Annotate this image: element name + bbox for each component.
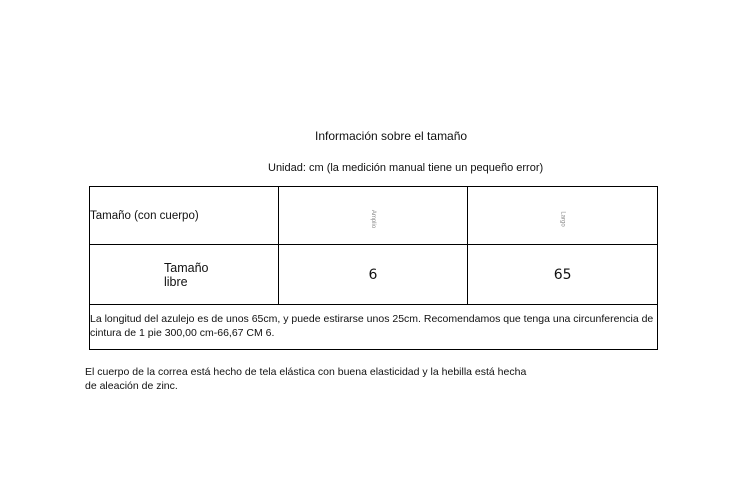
size-table bbox=[89, 186, 658, 350]
length-column-header: Largo bbox=[559, 210, 566, 227]
table-header-row bbox=[90, 187, 658, 245]
length-value: 65 bbox=[468, 245, 658, 304]
material-note: El cuerpo de la correa está hecho de tela elástica con buena elasticidad y la hebilla está hecha de aleación de zinc. bbox=[85, 366, 527, 392]
table-row bbox=[90, 245, 658, 304]
size-column-header: Tamaño (con cuerpo) bbox=[90, 187, 279, 245]
table-note: La longitud del azulejo es de unos 65cm, y puede estirarse unos 25cm. Recomendamos que tenga una circunferencia de cintura de 1 pie 300,00 cm-66,67 CM 6. bbox=[90, 304, 658, 349]
width-column-header: Amplio bbox=[369, 209, 376, 228]
note-row bbox=[90, 304, 658, 349]
width-column-header-cell bbox=[278, 187, 468, 245]
page-title: Información sobre el tamaño bbox=[315, 129, 468, 143]
length-column-header-cell bbox=[468, 187, 658, 245]
size-cell bbox=[90, 245, 279, 304]
width-value: 6 bbox=[278, 245, 468, 304]
size-value: Tamaño libre bbox=[164, 260, 209, 289]
unit-note: Unidad: cm (la medición manual tiene un pequeño error) bbox=[268, 162, 544, 174]
